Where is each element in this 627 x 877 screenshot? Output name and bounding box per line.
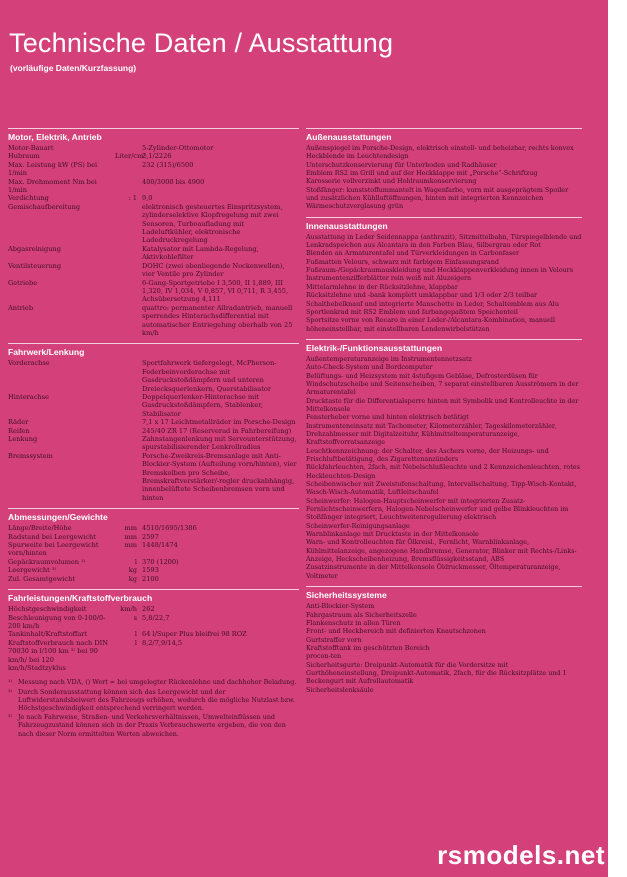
footnote [8, 688, 299, 713]
spec-row [8, 245, 299, 262]
spec-label: Spurweite bei Leergewicht vorn/hinten [8, 541, 99, 558]
equipment-item: Stoßfänger: kunststoffummantelt in Wagenfarbe, vorn mit ausgeprägtem Spoiler und zusätzlichen Kühlluftöffnungen, hinten mit integrierten Kennzeichen [306, 185, 569, 203]
spec-unit: km/h [120, 605, 137, 614]
equipment-item: Wärmeschutzverglasung grün [306, 202, 404, 211]
section-fahrwerk [8, 343, 299, 502]
spec-row [8, 533, 299, 541]
spec-row [8, 566, 299, 574]
spec-row [8, 452, 299, 502]
spec-unit [115, 427, 142, 435]
equipment-item: Mittelarmlehne in der Rücksitzlehne, klappbar [306, 282, 458, 291]
equipment-item: Ausstattung in Leder Seidennappa (anthrazit), Sitzmittelbahn, Türspiegelblende und Lenkradspeichen aus Alcantara in den Farben Blau, Silbergrau oder Rot [306, 232, 582, 250]
section-heading-sicherheit: Sicherheitssysteme [306, 586, 582, 602]
section-elektrik [306, 339, 582, 580]
spec-value: quattro: permanenter Allradantrieb, manuell sperrendes Hinterachsdifferential mit automatischer Entriegelung oberhalb von 25 km/h [142, 303, 293, 337]
spec-label: Zul. Gesamtgewicht [8, 574, 75, 583]
equipment-item: Schalthebelknauf und integrierte Manschette in Leder, Schaltemblem aus Alu [306, 299, 559, 308]
spec-table-fahrwerk [8, 359, 299, 502]
equipment-item: Flankenschutz in allen Türen [306, 618, 401, 627]
spec-label: Höchstgeschwindigkeit [8, 605, 87, 614]
section-heading-aussen: Außenausstattungen [306, 128, 582, 144]
spec-row [8, 279, 299, 304]
spec-label: Verdichtung [8, 194, 49, 203]
spec-unit [115, 178, 142, 195]
spec-row [8, 639, 299, 673]
item-list-innen [306, 233, 582, 333]
spec-unit: l [134, 638, 137, 647]
spec-value: 262 [142, 605, 155, 614]
section-abmessungen [8, 508, 299, 583]
footnote [8, 678, 299, 686]
equipment-item: Scheinwerfer-Reinigungsanlage [306, 521, 410, 530]
spec-unit: s [133, 613, 137, 622]
spec-row [8, 614, 299, 631]
spec-value: 5-Zylinder-Ottomotor [142, 144, 214, 152]
spec-unit: l [134, 630, 137, 639]
equipment-item: Fahrgastraum als Sicherheitszelle [306, 610, 417, 619]
spec-row [8, 427, 299, 435]
spec-unit [115, 279, 142, 304]
spec-label: Vorderachse [8, 359, 50, 368]
spec-label: Radstand bei Leergewicht [8, 532, 96, 541]
spec-unit: kg [128, 566, 137, 575]
section-heading-fahrwerk: Fahrwerk/Lenkung [8, 343, 299, 359]
spec-label: Motor-Bauart [8, 144, 54, 152]
spec-row [8, 524, 299, 532]
spec-value: 64 l/Super Plus bleifrei 98 ROZ [142, 630, 247, 639]
spec-unit [115, 203, 142, 245]
spec-value: 245/40 ZR 17 (Reserverad in Fahrbereifung) [142, 426, 292, 435]
spec-value: 400/3000 bis 4900 [142, 177, 205, 186]
equipment-item: Gurtstraffer vorn [306, 635, 362, 644]
spec-value: 7,1 x 17 Leichtmetallräder im Porsche-Design [142, 418, 296, 427]
spec-label: Gepäckraumvolumen ¹⁾ [8, 557, 86, 566]
equipment-item: Warnblinkanlage mit Drucktaste in der Mittelkonsole [306, 530, 479, 539]
watermark-logo: rsmodels.net [437, 840, 605, 870]
equipment-item: Sportsitze vorne von Recaro in einer Leder-/Alcantara-Kombination, manuell höheneinstellbar, mit einstellbaren Lendenwirbelstützen [306, 316, 555, 333]
equipment-item: Front- und Heckbereich mit definierten Knautschzonen [306, 627, 486, 636]
equipment-item: Belüftungs- und Heizsystem mit 4stufigem Gebläse, Defrosterdüsen für Windschutzscheibe und Seitenscheiben, 7 separat einstellbaren Ausströmern in der Armaturentafel [306, 371, 579, 397]
equipment-item: Warn- und Kontrolleuchten für Ölkreisl., Fernlicht, Warnblinkanlage, Kühlmittelanzeige, angezogene Handbremse, Generator, Blinker mit Rechts-/Links-Anzeige, Heckscheibenheizung, Bremsflüssigkeitsstand, ABS [306, 538, 577, 564]
equipment-item: Scheibenwischer mit Zweistufenschaltung, Intervallschaltung, Tipp-Wisch-Kontakt, Wasch-Wisch-Automatik, Luftleitschaufel [306, 480, 577, 497]
equipment-item: Fußraum-/Gepäckraumauskleidung und Heckklappenverkleidung innen in Velours [306, 266, 573, 275]
spec-value: DOHC (zwei obenliegende Nockenwellen), vier Ventile pro Zylinder [142, 261, 285, 279]
section-fahrleistungen [8, 589, 299, 672]
spec-unit: Liter/cm³ [115, 152, 147, 161]
spec-row [8, 161, 299, 178]
spec-label: Tankinhalt/Kraftstoffart [8, 630, 88, 639]
spec-label: Ventilsteuerung [8, 261, 62, 270]
spec-value: Doppelquerlenker-Hinterachse mit Gasdruckstoßdämpfern, Stablenker, Stabilisator [142, 392, 263, 418]
footnote-text: Je nach Fahrweise, Straßen- und Verkehrsverhältnissen, Umwelteinflüssen und Fahrzeugzustand können sich in der Praxis Verbrauchswerte ergeben, die von den nach dieser Norm ermittelten Werten abweichen. [18, 713, 286, 738]
spec-row [8, 152, 299, 160]
spec-value: Sportfahrwerk tiefergelegt, McPherson-Federbeinvorderachse mit Gasdruckstoßdämpfern und unteren Dreiecksquerlenkern, Querstabilisator [142, 359, 277, 393]
page-subtitle: (vorläufige Daten/Kurzfassung) [10, 63, 137, 73]
spec-value: 232 (315)/6500 [142, 160, 194, 169]
spec-row [8, 144, 299, 152]
spec-label: Bremssystem [8, 451, 53, 460]
spec-table-abmessungen [8, 524, 299, 583]
spec-unit: mm [124, 524, 137, 533]
spec-unit: mm [124, 532, 137, 541]
spec-row [8, 194, 299, 202]
item-list-sicherheit [306, 602, 582, 694]
equipment-item: Karosserie vollverzinkt und Hohlraumkonservierung [306, 177, 477, 186]
spec-row [8, 359, 299, 393]
spec-label: Getriebe [8, 278, 38, 287]
spec-unit: : 1 [128, 194, 137, 203]
equipment-item: Fensterheber vorne und hinten elektrisch betätigt [306, 413, 469, 422]
spec-row [8, 575, 299, 583]
equipment-item: Drucktaste für die Differentialsperre hinten mit Symbolik und Kontrolleuchte in der Mittelkonsole [306, 396, 579, 413]
equipment-item: procon-ten [306, 652, 342, 661]
spec-unit [115, 245, 142, 262]
spec-value: 9,0 [142, 194, 153, 203]
right-column [306, 128, 582, 700]
equipment-item: Fußmatten Velours, schwarz mit farbigem Einfassungsrand [306, 257, 499, 266]
spec-row [8, 203, 299, 245]
section-heading-innen: Innenausstattungen [306, 217, 582, 233]
spec-label: Länge/Breite/Höhe [8, 524, 72, 533]
footnote-number: ¹⁾ [8, 678, 13, 687]
equipment-item: Sicherheitslenksäule [306, 685, 374, 694]
equipment-item: Rückfahrleuchten, 2fach, mit Nebelschlußleuchte und 2 Kennzeichenleuchten, rotes Heckleuchten-Design [306, 463, 580, 480]
spec-row [8, 630, 299, 638]
spec-value: Zahnstangenlenkung mit Servounterstützung, spurstabilisierender Lenkrollradius [142, 435, 297, 452]
equipment-item: Außenspiegel im Porsche-Design, elektrisch einstell- und beheizbar, rechts konvex [306, 144, 574, 152]
spec-value: 2597 [142, 532, 159, 541]
section-heading-abmessungen: Abmessungen/Gewichte [8, 508, 299, 524]
section-heading-fahrleistungen: Fahrleistungen/Kraftstoffverbrauch [8, 589, 299, 605]
spec-label: Lenkung [8, 435, 38, 443]
equipment-item: Heckblende im Leuchtendesign [306, 152, 409, 161]
spec-label: Hinterachse [8, 392, 49, 401]
spec-label: Antrieb [8, 303, 34, 312]
spec-label: Gemischaufbereitung [8, 202, 81, 211]
spec-unit [115, 418, 142, 426]
equipment-item: Zusatzinstrumente in der Mittelkonsole Öldruckmesser, Öltemperaturanzeige, Voltmeter [306, 563, 561, 580]
spec-value: Katalysator mit Lambda-Regelung, Aktivkohlefilter [142, 244, 259, 262]
spec-unit [115, 435, 142, 452]
footnote-text: Durch Sonderausstattung können sich das Leergewicht und der Luftwiderstandsbeiwert des Fahrzeugs erhöhen, wodurch die mögliche Nutzlast bzw. Höchstgeschwindigkeit entsprechend verringert werden. [18, 687, 295, 712]
section-motor [8, 128, 299, 337]
spec-table-fahrleistungen [8, 605, 299, 672]
spec-unit: kg [128, 574, 137, 583]
spec-unit [115, 304, 142, 338]
section-heading-motor: Motor, Elektrik, Antrieb [8, 128, 299, 144]
spec-value: 2100 [142, 574, 159, 583]
equipment-item: Rücksitzlehne und -bank komplett umklappbar und 1/3 oder 2/3 teilbar [306, 291, 538, 300]
section-sicherheit [306, 586, 582, 694]
equipment-item: Blenden an Armaturentafel und Türverkleidungen in Carbonfaser [306, 249, 520, 258]
spec-label: Kraftstoffverbrauch nach DIN 70030 in l/100 km ³⁾ bei 90 km/h/ bei 120 km/h/Stadtzyklus [8, 638, 109, 672]
spec-table-motor [8, 144, 299, 337]
spec-row [8, 435, 299, 452]
equipment-item: Kraftstofftank im geschützten Bereich [306, 643, 430, 652]
equipment-item: Sicherheitsgurte: Dreipunkt-Automatik für die Vordersitze mit Gurthöheneinstellung, Dreipunkt-Automatik, 2fach, für die Rücksitzplätze und 1 Beckengurt mit Aufrollautomatik [306, 660, 567, 686]
equipment-item: Auto-Check-System und Bordcomputer [306, 363, 433, 372]
equipment-item: Außentemperaturanzeige im Instrumentennetzsatz [306, 354, 472, 363]
equipment-item: Leuchtkennzeichnung: der Schalter, des Aschers vorne, der Heizungs- und Frischluftbetätigung, des Zigarettenanzünders [306, 446, 549, 463]
spec-label: Max. Drehmoment Nm bei 1/min [8, 177, 97, 195]
spec-value: 370 (1200) [142, 557, 179, 566]
footnote-text: Messung nach VDA, () Wert = bei umgelegter Rückenlehne und dachhoher Beladung. [18, 678, 297, 687]
spec-value: 1593 [142, 566, 159, 575]
spec-row [8, 418, 299, 426]
spec-label: Abgasreinigung [8, 244, 61, 253]
spec-row [8, 262, 299, 279]
spec-unit [115, 359, 142, 393]
spec-value: 2,1/2226 [142, 152, 172, 161]
equipment-item: Scheinwerfer: Halogen-Hauptscheinwerfer mit integrierten Zusatz-Fernlichtscheinwerfern, Halogen-Nebelscheinwerfer und gelbe Blinkleuchten im Stoßfänger integriert, Leuchtweitenregulierung elektrisch [306, 496, 569, 522]
footnote-number: ³⁾ [8, 713, 13, 722]
spec-unit: mm [124, 541, 137, 550]
spec-value: 4510/1695/1386 [142, 524, 197, 533]
equipment-item: Unterschutzkonservierung für Unterboden und Radhäuser [306, 160, 497, 169]
spec-label: Beschleunigung von 0-100/0-200 km/h [8, 613, 106, 630]
spec-label: Reifen [8, 426, 30, 435]
spec-unit [115, 262, 142, 279]
spec-row [8, 178, 299, 195]
spec-unit: l [134, 557, 137, 566]
spec-unit [115, 452, 142, 502]
spec-value: 8,2/7,9/14,5 [142, 638, 183, 647]
spec-label: Leergewicht ²⁾ [8, 566, 57, 575]
footnotes [8, 678, 299, 737]
spec-unit [115, 144, 142, 152]
equipment-item: Instrumenteneinsatz mit Tachometer, Kilometerzähler, Tageskilometerzähler, Drehzahlmesser mit Digitalzeituhr, Kühlmitteltemperaturanzeige, Kraftstoffvorratsanzeige [306, 421, 557, 447]
spec-row [8, 558, 299, 566]
spec-label: Max. Leistung kW (PS) bei 1/min [8, 160, 98, 178]
item-list-elektrik [306, 355, 582, 580]
equipment-item: Instrumentenzifferblätter rein weiß mit Aluzeigern [306, 274, 472, 283]
spec-label: Hubraum [8, 152, 40, 161]
spec-label: Räder [8, 418, 29, 427]
page-title: Technische Daten / Ausstattung [9, 28, 394, 58]
spec-value: 6-Gang-Sportgetriebe I 3,500, II 1,889, III 1,320, IV 1,034, V 0,857, VI 0,711, R 3,455, Achsübersetzung 4,111 [142, 278, 289, 304]
section-aussen [306, 128, 582, 211]
equipment-item: Emblem RS2 im Grill und auf der Heckklappe mit „Porsche“-Schriftzug [306, 169, 538, 178]
spec-unit [115, 393, 142, 418]
equipment-item: Anti-Blockier-System [306, 602, 375, 611]
item-list-aussen [306, 144, 582, 211]
footnote-number: ²⁾ [8, 687, 13, 696]
equipment-item: Sportlenkrad mit RS2 Emblem und farbangepaßtem Speichenteil [306, 307, 518, 316]
section-heading-elektrik: Elektrik-/Funktionsausstattungen [306, 339, 582, 355]
spec-row [8, 304, 299, 338]
spec-value: 5,8/22,7 [142, 613, 170, 622]
left-column [8, 128, 299, 739]
spec-value: Porsche-Zweikreis-Bremsanlage mit Anti-Blockier-System (Aufteilung vorn/hinten), vier Bremskolben pro Scheibe, Bremskraftverstärker/-regler druckabhängig, innenbelüftete Scheibenbremsen vorn und hinten [142, 451, 297, 502]
spec-value: elektronisch gesteuertes Einspritzsystem, zylinderselektive Klopfregelung mit zwei Sensoren, Turboaufladung mit Ladeluftkühler, elektronische Ladedruckregelung [142, 202, 283, 245]
section-innen [306, 217, 582, 333]
spec-row [8, 541, 299, 558]
spec-value: 1448/1474 [142, 541, 178, 550]
spec-unit [115, 161, 142, 178]
spec-row [8, 393, 299, 418]
spec-row [8, 605, 299, 613]
footnote [8, 713, 299, 738]
